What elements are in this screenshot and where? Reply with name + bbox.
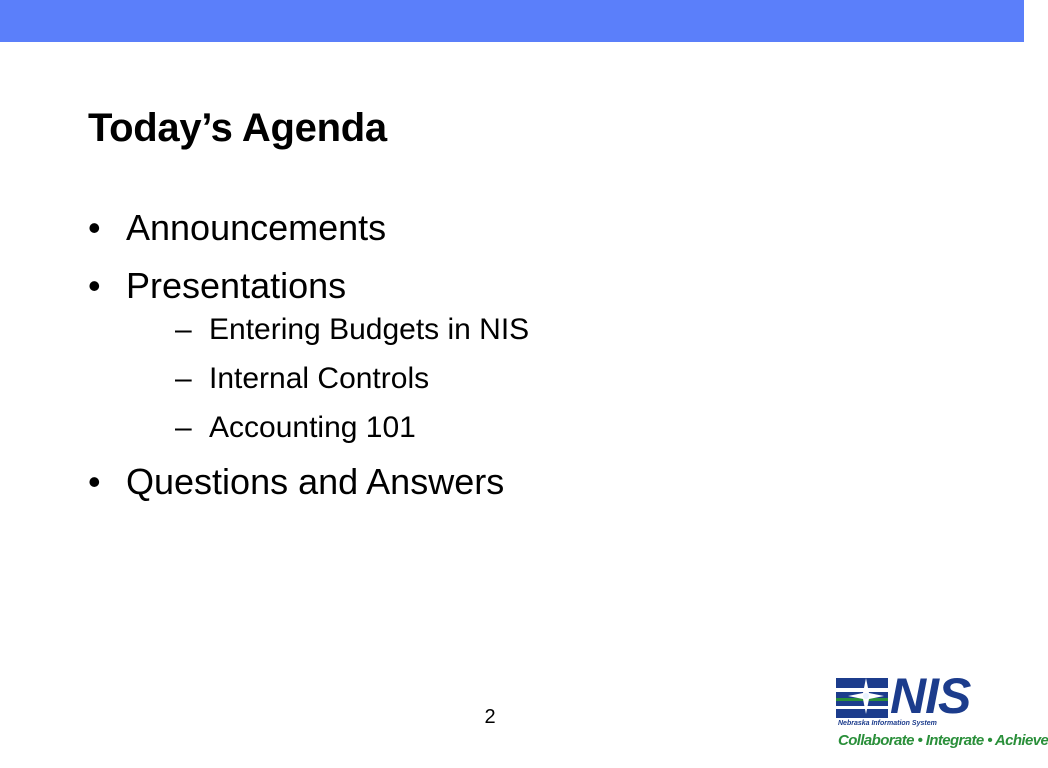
- subitem-label: Accounting 101: [209, 411, 416, 444]
- dash-glyph: –: [175, 411, 192, 444]
- dash-glyph: –: [175, 362, 192, 395]
- nebraska-star-icon: [836, 676, 888, 720]
- logo-subtitle: Nebraska Information System: [838, 720, 937, 727]
- agenda-item-label: Presentations: [126, 265, 347, 306]
- nis-logo: [836, 668, 1048, 752]
- bullet-glyph: •: [88, 207, 101, 248]
- subitem-internal-controls: [163, 361, 529, 397]
- top-accent-bar: [0, 0, 1024, 42]
- agenda-item-label: Questions and Answers: [126, 461, 505, 502]
- subitem-label: Entering Budgets in NIS: [209, 313, 530, 346]
- subitem-accounting-101: [163, 410, 529, 446]
- logo-wordmark: NIS: [890, 668, 971, 724]
- agenda-list: [88, 206, 529, 518]
- bullet-glyph: •: [88, 461, 101, 502]
- page-number: 2: [484, 706, 496, 728]
- bullet-glyph: •: [88, 265, 101, 306]
- logo-tagline: Collaborate • Integrate • Achieve: [838, 732, 1048, 749]
- dash-glyph: –: [175, 313, 192, 346]
- presentations-sublist: [126, 312, 529, 446]
- agenda-item-announcements: [88, 206, 529, 250]
- subitem-label: Internal Controls: [209, 362, 430, 395]
- slide-title: Today’s Agenda: [88, 106, 387, 150]
- agenda-item-questions: [88, 460, 529, 504]
- subitem-entering-budgets: [163, 312, 529, 348]
- agenda-item-presentations: [88, 264, 529, 446]
- agenda-item-label: Announcements: [126, 207, 387, 248]
